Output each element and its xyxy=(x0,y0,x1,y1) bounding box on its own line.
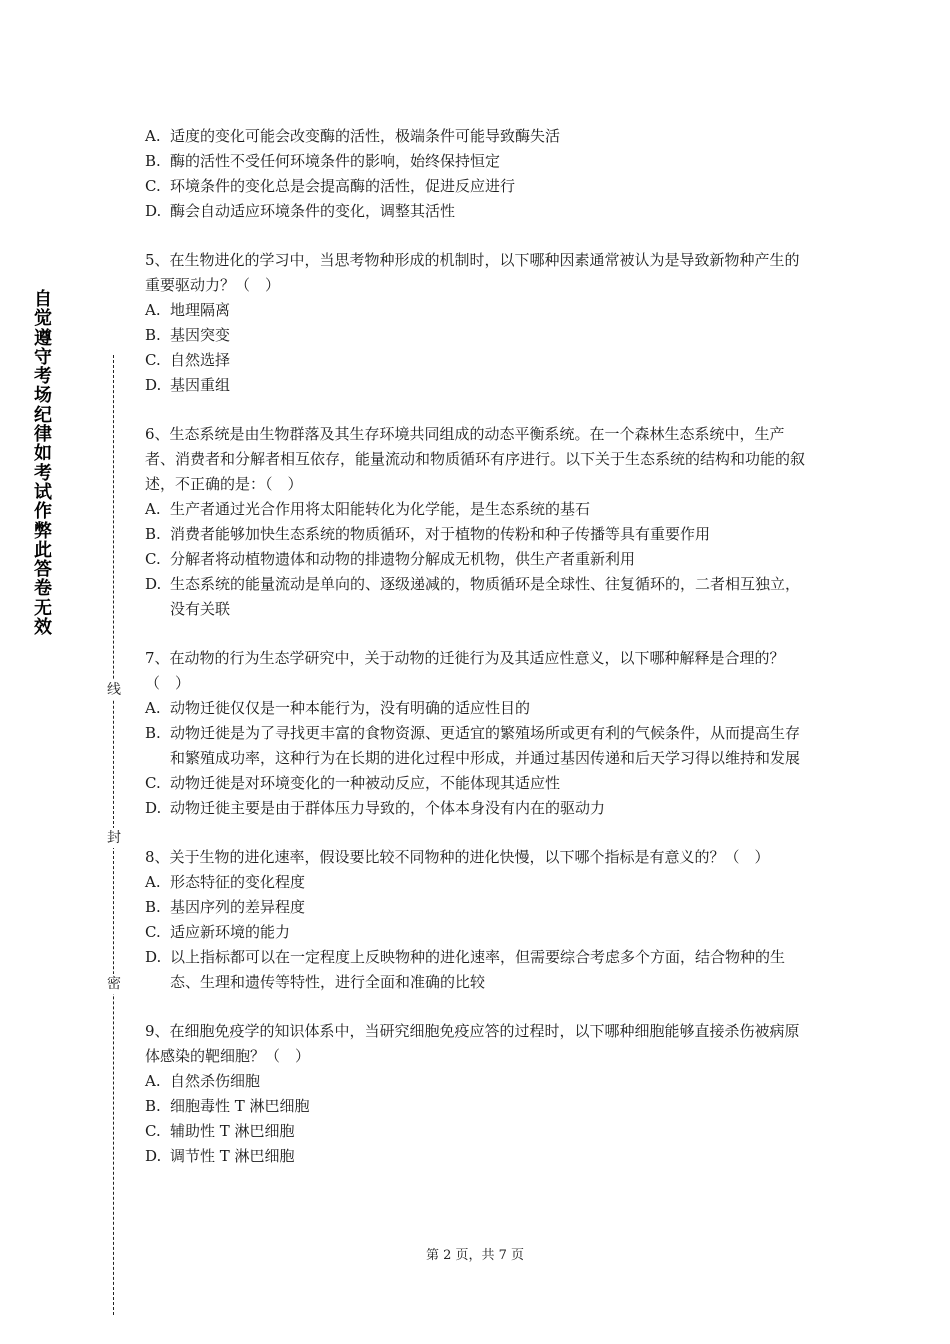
option-c: C. 辅助性 T 淋巴细胞 xyxy=(145,1122,295,1140)
option-c: C. 分解者将动植物遗体和动物的排遗物分解成无机物，供生产者重新利用 xyxy=(145,550,636,568)
binding-mark-secret: 密 xyxy=(104,974,124,994)
question-7 xyxy=(145,646,810,821)
question-5 xyxy=(145,248,810,398)
option-d: D. 以上指标都可以在一定程度上反映物种的进化速率，但需要综合考虑多个方面，结合物种的生态、生理和遗传等特性，进行全面和准确的比较 xyxy=(145,948,786,991)
option-c: C. 自然选择 xyxy=(145,351,231,369)
option-b: B. 细胞毒性 T 淋巴细胞 xyxy=(145,1097,310,1115)
question-6 xyxy=(145,422,810,622)
question-9 xyxy=(145,1019,810,1169)
question-stem: 8、关于生物的进化速率，假设要比较不同物种的进化快慢，以下哪个指标是有意义的？（ ） xyxy=(145,848,770,866)
question-stem: 6、生态系统是由生物群落及其生存环境共同组成的动态平衡系统。在一个森林生态系统中，生产者、消费者和分解者相互依存，能量流动和物质循环有序进行。以下关于生态系统的结构和功能的叙述，不正确的是：（ ） xyxy=(145,425,806,493)
option-b: B. 基因序列的差异程度 xyxy=(145,898,306,916)
question-stem: 9、在细胞免疫学的知识体系中，当研究细胞免疫应答的过程时，以下哪种细胞能够直接杀伤被病原体感染的靶细胞？（ ） xyxy=(145,1022,800,1065)
option-b: B. 酶的活性不受任何环境条件的影响，始终保持恒定 xyxy=(145,152,501,170)
option-a: A. 适度的变化可能会改变酶的活性，极端条件可能导致酶失活 xyxy=(145,127,561,145)
option-b: B. 动物迁徙是为了寻找更丰富的食物资源、更适宜的繁殖场所或更有利的气候条件，从而提高生存和繁殖成功率，这种行为在长期的进化过程中形成，并通过基因传递和后天学习得以维持和发展 xyxy=(145,724,801,767)
option-d: D. 生态系统的能量流动是单向的、逐级递减的，物质循环是全球性、往复循环的，二者相互独立，没有关联 xyxy=(145,575,801,618)
option-b: B. 基因突变 xyxy=(145,326,231,344)
question-stem: 5、在生物进化的学习中，当思考物种形成的机制时，以下哪种因素通常被认为是导致新物种产生的重要驱动力？（ ） xyxy=(145,251,800,294)
binding-mark-seal: 封 xyxy=(104,828,124,848)
question-8 xyxy=(145,845,810,995)
option-d: D. 基因重组 xyxy=(145,376,231,394)
option-d: D. 酶会自动适应环境条件的变化，调整其活性 xyxy=(145,202,456,220)
question-content xyxy=(145,124,810,1193)
option-a: A. 生产者通过光合作用将太阳能转化为化学能，是生态系统的基石 xyxy=(145,500,591,518)
option-b: B. 消费者能够加快生态系统的物质循环，对于植物的传粉和种子传播等具有重要作用 xyxy=(145,525,711,543)
option-d: D. 动物迁徙主要是由于群体压力导致的，个体本身没有内在的驱动力 xyxy=(145,799,606,817)
option-a: A. 自然杀伤细胞 xyxy=(145,1072,261,1090)
option-a: A. 形态特征的变化程度 xyxy=(145,873,306,891)
question-4-options xyxy=(145,124,810,224)
exam-discipline-warning: 自觉遵守考场纪律如考试作弊此答卷无效 xyxy=(34,289,52,639)
page-number: 第 2 页，共 7 页 xyxy=(425,1248,525,1263)
option-a: A. 动物迁徙仅仅是一种本能行为，没有明确的适应性目的 xyxy=(145,699,531,717)
question-stem: 7、在动物的行为生态学研究中，关于动物的迁徙行为及其适应性意义，以下哪种解释是合理的？（ ） xyxy=(145,649,785,692)
option-a: A. 地理隔离 xyxy=(145,301,231,319)
binding-mark-line: 线 xyxy=(104,680,124,700)
option-d: D. 调节性 T 淋巴细胞 xyxy=(145,1147,295,1165)
option-c: C. 环境条件的变化总是会提高酶的活性，促进反应进行 xyxy=(145,177,516,195)
option-c: C. 动物迁徙是对环境变化的一种被动反应，不能体现其适应性 xyxy=(145,774,561,792)
option-c: C. 适应新环境的能力 xyxy=(145,923,291,941)
